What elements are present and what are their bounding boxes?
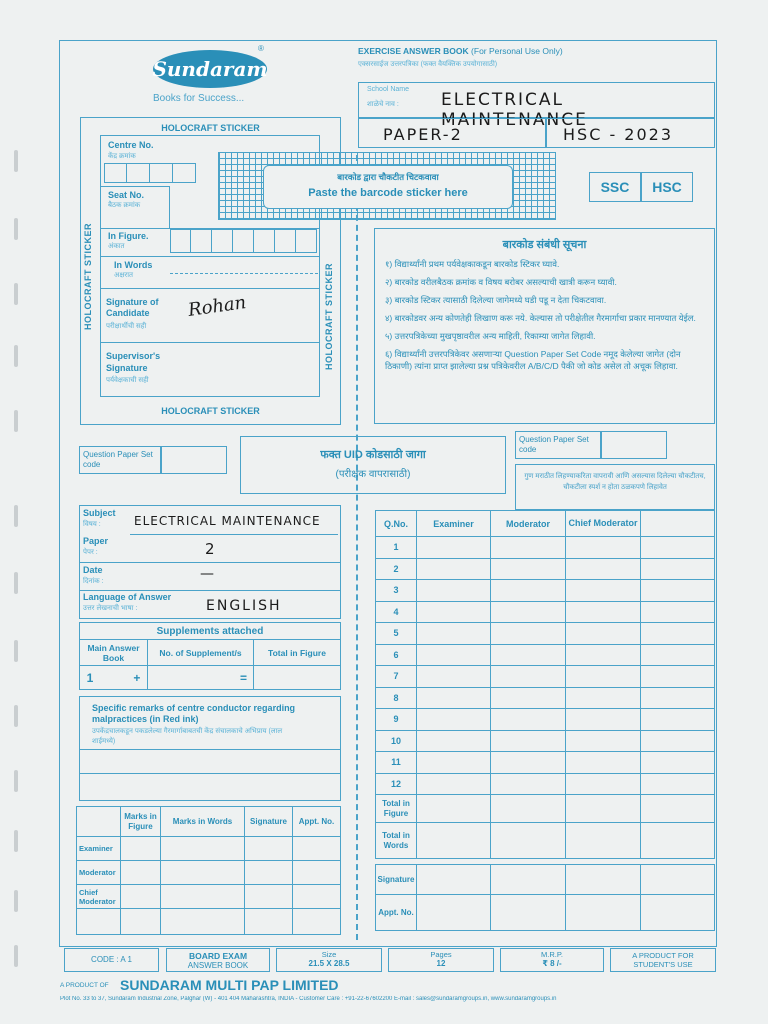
moderator-figure[interactable] [121, 861, 161, 885]
moderator-mark[interactable] [491, 773, 566, 795]
examiner-mark[interactable] [417, 623, 491, 645]
marks-note-box [515, 464, 715, 510]
marks-table [76, 806, 341, 935]
chief-mark[interactable] [566, 773, 641, 795]
in-words-label: In Words [114, 260, 153, 270]
subject-value[interactable]: ELECTRICAL MAINTENANCE [134, 514, 321, 528]
examiner-mark[interactable] [417, 773, 491, 795]
book-title-marathi: एक्सरसाईज उत्तरपत्रिका (फक्त वैयक्तिक उपयोगासाठी) [358, 61, 498, 68]
moderator-sign[interactable] [491, 865, 566, 895]
row-chief-moderator: Chief Moderator [77, 885, 121, 909]
barcode-label-panel [263, 165, 513, 209]
qno-cell: 9 [376, 709, 417, 731]
moderator-appt-no[interactable] [491, 895, 566, 931]
marks-note: गुण मराठीत लिहण्याकरिता वापरावी आणि असल्यास दिलेल्या चौकटीतच, चौकटीला स्पर्श न होता ठळकपणे लिहावेत [524, 473, 706, 491]
paper-box [358, 118, 546, 148]
barcode-title: Paste the barcode sticker here [308, 187, 468, 199]
col-signature: Signature [245, 807, 293, 837]
col-appt-no: Appt. No. [293, 807, 341, 837]
chief-mark[interactable] [566, 687, 641, 709]
total-words-moderator[interactable] [491, 823, 566, 859]
ssc-option[interactable]: SSC [589, 172, 641, 202]
remarks-box[interactable] [79, 696, 341, 801]
examiner-mark[interactable] [417, 666, 491, 688]
total-words-examiner[interactable] [417, 823, 491, 859]
set-code-right-label-box [515, 431, 601, 459]
instructions-title: बारकोड संबंधी सूचना [502, 239, 587, 251]
chief-mark[interactable] [566, 752, 641, 774]
total-in-figure-label: Total in Figure [376, 795, 417, 823]
paper-label-marathi: पेपर : [83, 549, 98, 556]
holocraft-top-label: HOLOCRAFT STICKER [161, 123, 260, 133]
binding-hole [14, 890, 18, 912]
date-label: Date [83, 565, 103, 575]
binding-hole [14, 150, 18, 172]
company-prefix: A PRODUCT OF [60, 982, 109, 989]
supplement-total[interactable] [254, 666, 341, 690]
school-label-marathi: शाळेचे नाव : [367, 101, 399, 108]
supervisor-label-marathi: पर्यवेक्षकाची सही [106, 377, 149, 384]
pages-box: Pages 12 [388, 948, 494, 972]
instruction-item: २) बारकोड वरीलबैठक क्रमांक व विषय बरोबर असल्याची खात्री करून घ्यावी. [385, 277, 617, 287]
col-marks-in-figure: Marks in Figure [121, 807, 161, 837]
binding-hole [14, 345, 18, 367]
examiner-mark[interactable] [417, 752, 491, 774]
chief-mark[interactable] [566, 601, 641, 623]
examiner-mark[interactable] [417, 644, 491, 666]
centre-label-marathi: केंद्र क्रमांक [108, 153, 136, 160]
examiner-appt-no[interactable] [417, 895, 491, 931]
subject-label: Subject [83, 508, 116, 518]
instruction-item: ६) विद्यार्थ्यांनी उत्तरपत्रिकेवर असणाऱ्या Question Paper Set Code नमूद केलेल्या जागेत (दोन ठिकाणी) त्यांना प्राप्त झालेल्या प्रश्न पत्रिकेवरील A/B/C/D पैकी जो कोड असेल तो अचूक लिहावा. [385, 349, 681, 371]
examiner-mark[interactable] [417, 687, 491, 709]
signature-label: Signature of Candidate [106, 297, 159, 318]
supplement-count[interactable]: = [148, 666, 254, 690]
subject-label-marathi: विषय : [83, 521, 101, 528]
paper-value[interactable]: PAPER-2 [383, 125, 463, 144]
qno-cell: 10 [376, 730, 417, 752]
barcode-sticker-area[interactable] [218, 152, 556, 220]
chief-mark[interactable] [566, 644, 641, 666]
remarks-title-marathi: उपकेंद्रचालकडून पकडलेल्या गैरमार्गाबाबतची केंद्र संचालकाचे अभिप्राय (लाल शाईमध्ये) [92, 728, 283, 745]
moderator-mark[interactable] [491, 666, 566, 688]
examiner-mark[interactable] [417, 537, 491, 559]
school-label: School Name [367, 86, 410, 93]
examiner-mark[interactable] [417, 709, 491, 731]
row-examiner: Examiner [77, 837, 121, 861]
moderator-appt[interactable] [293, 861, 341, 885]
total-figure-moderator[interactable] [491, 795, 566, 823]
qno-cell: 8 [376, 687, 417, 709]
in-words-line[interactable] [170, 273, 318, 274]
set-code-right-input[interactable] [601, 431, 667, 459]
total-figure-chief[interactable] [566, 795, 641, 823]
qno-cell: 3 [376, 580, 417, 602]
chief-mark[interactable] [566, 730, 641, 752]
chief-mark[interactable] [566, 666, 641, 688]
holocraft-right-label: HOLOCRAFT STICKER [324, 263, 334, 370]
divider [79, 562, 341, 563]
examiner-appt[interactable] [293, 837, 341, 861]
in-figure-cells[interactable] [170, 229, 317, 253]
divider [100, 256, 320, 257]
binding-hole [14, 410, 18, 432]
chief-signature[interactable] [245, 885, 293, 909]
qno-cell: 6 [376, 644, 417, 666]
moderator-words[interactable] [161, 861, 245, 885]
col-examiner: Examiner [417, 511, 491, 537]
binding-hole [14, 830, 18, 852]
chief-appt[interactable] [293, 885, 341, 909]
col-no-of-supplements: No. of Supplement/s [148, 640, 254, 666]
chief-mark[interactable] [566, 623, 641, 645]
moderator-mark[interactable] [491, 644, 566, 666]
instruction-item: ४) बारकोडवर अन्य कोणतेही लिखाण करू नये. केल्यास तो परीक्षेतील गैरमार्गाचा प्रकार मानण्यात येईल. [385, 313, 696, 323]
examiner-mark[interactable] [417, 730, 491, 752]
signature-row-label: Signature [376, 865, 417, 895]
chief-figure[interactable] [121, 885, 161, 909]
in-figure-label: In Figure. [108, 231, 149, 241]
barcode-title-marathi: बारकोड द्वारा चौकटीत चिटकवावा [337, 172, 439, 182]
row-moderator: Moderator [77, 861, 121, 885]
examiner-figure[interactable] [121, 837, 161, 861]
examiner-mark[interactable] [417, 558, 491, 580]
col-chief-moderator: Chief Moderator [566, 511, 641, 537]
size-box: Size 21.5 X 28.5 [276, 948, 382, 972]
language-label: Language of Answer [83, 592, 172, 602]
col-total-in-figure: Total in Figure [254, 640, 341, 666]
language-value[interactable]: ENGLISH [206, 598, 282, 614]
examiner-mark[interactable] [417, 580, 491, 602]
qno-cell: 4 [376, 601, 417, 623]
binding-hole [14, 572, 18, 594]
qno-cell: 2 [376, 558, 417, 580]
qno-cell: 12 [376, 773, 417, 795]
code-box: CODE : A 1 [64, 948, 159, 972]
qno-cell: 5 [376, 623, 417, 645]
instruction-item: ३) बारकोड स्टिकर त्यासाठी दिलेल्या जागेमध्ये घडी पडू न देता चिकटवावा. [385, 295, 607, 305]
instruction-item: १) विद्यार्थ्यांनी प्रथम पर्यवेक्षकाकडून बारकोड स्टिकर घ्यावे. [385, 259, 560, 269]
date-label-marathi: दिनांक : [83, 578, 104, 585]
candidate-signature[interactable]: Rohan [186, 292, 248, 321]
col-qno: Q.No. [376, 511, 417, 537]
registered-mark: ® [258, 44, 264, 53]
moderator-mark[interactable] [491, 752, 566, 774]
appt-no-row-label: Appt. No. [376, 895, 417, 931]
instruction-item: ५) उत्तरपत्रिकेच्या मुखपृष्ठावरील अन्य माहिती, रिकाम्या जागेत लिहावी. [385, 331, 596, 341]
school-name-box [358, 82, 715, 130]
subject-line [130, 534, 338, 535]
moderator-mark[interactable] [491, 580, 566, 602]
remarks-title: Specific remarks of centre conductor regarding malpractices (in Red ink) [92, 703, 296, 724]
uid-line2: (परीक्षक वापरासाठी) [335, 469, 411, 480]
binding-hole [14, 218, 18, 240]
moderator-mark[interactable] [491, 730, 566, 752]
centre-number-cells[interactable] [104, 163, 196, 183]
moderator-signature[interactable] [245, 861, 293, 885]
supplements-title: Supplements attached [80, 623, 341, 640]
uid-line1: फक्त UID कोडसाठी जागा [320, 449, 426, 461]
mrp-box: M.R.P. ₹ 8 /- [500, 948, 604, 972]
moderator-mark[interactable] [491, 709, 566, 731]
moderator-mark[interactable] [491, 687, 566, 709]
qno-cell: 11 [376, 752, 417, 774]
in-figure-label-marathi: अंकात [108, 243, 125, 250]
binding-hole [14, 640, 18, 662]
set-code-label: Question Paper Set code [83, 450, 153, 469]
binding-hole [14, 283, 18, 305]
hsc-option[interactable]: HSC [641, 172, 693, 202]
binding-hole [14, 705, 18, 727]
seat-label: Seat No. [108, 190, 145, 200]
divider [79, 590, 341, 591]
divider [100, 342, 320, 343]
company-address: Plot No. 33 to 37, Sundaram Industrial Zone, Palghar (W) - 401 404 Maharashtra, INDIA - Customer Care : +91-22-67602200 E-mail : sales@sundaramgroups.in, www.sundaramgroups.in [60, 996, 557, 1002]
qno-cell: 7 [376, 666, 417, 688]
moderator-mark[interactable] [491, 623, 566, 645]
exam-value[interactable]: HSC - 2023 [563, 125, 674, 144]
examiner-mark[interactable] [417, 601, 491, 623]
moderator-mark[interactable] [491, 537, 566, 559]
total-in-words-label: Total in Words [376, 823, 417, 859]
fold-line [356, 155, 358, 940]
paper-label: Paper [83, 536, 109, 546]
col-main-answer-book: Main Answer Book [80, 640, 148, 666]
product-box: A PRODUCT FOR STUDENT'S USE [610, 948, 716, 972]
chief-mark[interactable] [566, 580, 641, 602]
chief-appt-no[interactable] [566, 895, 641, 931]
holocraft-bottom-label: HOLOCRAFT STICKER [161, 406, 260, 416]
board-exam-box: BOARD EXAM ANSWER BOOK [166, 948, 270, 972]
col-moderator: Moderator [491, 511, 566, 537]
chief-mark[interactable] [566, 558, 641, 580]
date-value[interactable]: — [200, 566, 216, 582]
chief-words[interactable] [161, 885, 245, 909]
chief-sign[interactable] [566, 865, 641, 895]
set-code-label-box [79, 446, 161, 474]
binding-hole [14, 505, 18, 527]
company-name: SUNDARAM MULTI PAP LIMITED [120, 977, 339, 993]
barcode-instructions [374, 228, 715, 424]
col-marks-in-words: Marks in Words [161, 807, 245, 837]
total-words-chief[interactable] [566, 823, 641, 859]
question-marks-table [375, 510, 715, 931]
examiner-words[interactable] [161, 837, 245, 861]
paper-number-value[interactable]: 2 [205, 540, 217, 558]
exam-box [546, 118, 715, 148]
set-code-input[interactable] [161, 446, 227, 474]
examiner-signature[interactable] [245, 837, 293, 861]
supplements-table [79, 622, 341, 690]
supervisor-label: Supervisor's Signature [106, 351, 161, 373]
signature-label-marathi: परीक्षार्थीची सही [106, 323, 147, 330]
moderator-mark[interactable] [491, 558, 566, 580]
binding-hole [14, 770, 18, 792]
moderator-mark[interactable] [491, 601, 566, 623]
holocraft-left-label: HOLOCRAFT STICKER [83, 223, 93, 330]
main-book-count[interactable]: 1 + [80, 666, 148, 690]
total-figure-examiner[interactable] [417, 795, 491, 823]
school-name-value[interactable]: ELECTRICAL MAINTENANCE [441, 90, 588, 130]
uid-box [240, 436, 506, 494]
qno-cell: 1 [376, 537, 417, 559]
instructions-list [385, 258, 706, 372]
chief-mark[interactable] [566, 537, 641, 559]
tagline: Books for Success... [153, 93, 245, 104]
set-code-right-label: Question Paper Set code [519, 435, 589, 454]
binding-hole [14, 945, 18, 967]
seat-label-marathi: बैठक क्रमांक [108, 202, 141, 209]
examiner-sign[interactable] [417, 865, 491, 895]
divider [100, 288, 320, 289]
sundaram-logo: Sundaram [153, 50, 267, 88]
language-label-marathi: उत्तर लेखनाची भाषा : [83, 605, 138, 612]
book-title: EXERCISE ANSWER BOOK (For Personal Use Only) [358, 46, 563, 56]
chief-mark[interactable] [566, 709, 641, 731]
centre-label: Centre No. [108, 140, 154, 150]
in-words-label-marathi: अक्षरात [114, 272, 134, 279]
